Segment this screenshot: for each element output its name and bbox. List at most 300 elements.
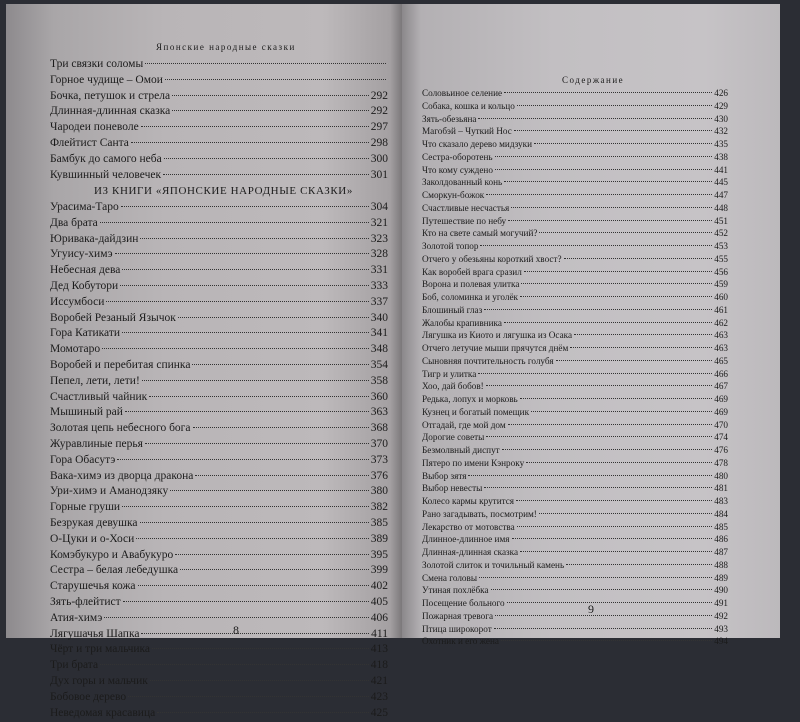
toc-entry xyxy=(50,675,388,691)
toc-entry-page: 380 xyxy=(371,485,388,497)
dot-leader xyxy=(115,253,369,254)
dot-leader xyxy=(125,411,369,412)
toc-entry-page: 430 xyxy=(714,114,728,124)
toc-entry-title: Блошиный глаз xyxy=(422,305,482,315)
toc-entry-title: Кто на свете самый могучий? xyxy=(422,228,537,238)
dot-leader xyxy=(193,427,369,428)
toc-entry xyxy=(422,624,728,637)
dot-leader xyxy=(501,640,712,641)
toc-entry-page: 480 xyxy=(714,471,728,481)
toc-list-top xyxy=(50,58,388,184)
dot-leader xyxy=(192,364,368,365)
toc-entry-title: Как воробей врага сразил xyxy=(422,267,522,277)
toc-entry-page: 399 xyxy=(371,564,388,576)
toc-entry-page: 426 xyxy=(714,88,728,98)
toc-entry-page: 411 xyxy=(371,628,388,640)
dot-leader xyxy=(504,181,712,182)
toc-entry xyxy=(50,691,388,707)
dot-leader xyxy=(516,500,712,501)
toc-entry-page: 402 xyxy=(371,580,388,592)
dot-leader xyxy=(142,380,369,381)
toc-entry-page: 368 xyxy=(371,422,388,434)
toc-entry-page: 421 xyxy=(371,675,388,687)
toc-entry-title: Момотаро xyxy=(50,343,100,355)
dot-leader xyxy=(172,95,369,96)
toc-entry-page: 460 xyxy=(714,292,728,302)
toc-entry xyxy=(50,596,388,612)
toc-entry xyxy=(422,458,728,471)
toc-entry-page: 413 xyxy=(371,643,388,655)
toc-entry xyxy=(422,267,728,280)
toc-entry-title: Угуису-химэ xyxy=(50,248,113,260)
toc-entry xyxy=(50,343,388,359)
toc-entry-page: 481 xyxy=(714,483,728,493)
toc-entry-page: 363 xyxy=(371,406,388,418)
toc-entry xyxy=(422,254,728,267)
toc-entry-title: Бобовое дерево xyxy=(50,691,126,703)
toc-entry-title: Пятеро по имени Кэнроку xyxy=(422,458,524,468)
toc-entry-title: Выбор невесты xyxy=(422,483,482,493)
dot-leader xyxy=(468,475,712,476)
toc-entry-title: Длинная-длинная сказка xyxy=(50,105,170,117)
toc-entry-title: Охотник и его жена xyxy=(422,636,499,646)
toc-entry-page: 463 xyxy=(714,330,728,340)
toc-entry xyxy=(422,522,728,535)
toc-entry-title: Колесо кармы крутится xyxy=(422,496,514,506)
toc-entry-title: Воробей Резаный Язычок xyxy=(50,312,176,324)
toc-entry-title: Атия-химэ xyxy=(50,612,102,624)
toc-entry-title: Смена головы xyxy=(422,573,477,583)
toc-entry xyxy=(422,356,728,369)
toc-entry xyxy=(50,264,388,280)
toc-entry xyxy=(422,165,728,178)
toc-entry-title: Бамбук до самого неба xyxy=(50,153,162,165)
toc-entry xyxy=(422,573,728,586)
toc-entry xyxy=(422,547,728,560)
toc-entry xyxy=(422,203,728,216)
dot-leader xyxy=(508,424,713,425)
dot-leader xyxy=(117,459,368,460)
toc-entry-page: 435 xyxy=(714,139,728,149)
toc-entry xyxy=(50,359,388,375)
dot-leader xyxy=(526,462,712,463)
dot-leader xyxy=(486,436,712,437)
dot-leader xyxy=(539,232,712,233)
dot-leader xyxy=(138,585,369,586)
toc-entry xyxy=(422,279,728,292)
toc-entry xyxy=(422,483,728,496)
toc-entry xyxy=(50,391,388,407)
toc-entry xyxy=(50,280,388,296)
toc-entry xyxy=(422,305,728,318)
dot-leader xyxy=(502,449,713,450)
toc-entry xyxy=(422,369,728,382)
toc-entry-title: Дед Кобутори xyxy=(50,280,118,292)
toc-list-main xyxy=(50,201,388,722)
dot-leader xyxy=(131,142,369,143)
dot-leader xyxy=(524,271,712,272)
toc-entry-title: Мышиный рай xyxy=(50,406,123,418)
dot-leader xyxy=(175,554,369,555)
toc-entry-page: 493 xyxy=(714,624,728,634)
toc-entry-page: 370 xyxy=(371,438,388,450)
toc-entry-title: Жалобы крапивника xyxy=(422,318,502,328)
page-number: 9 xyxy=(588,602,594,617)
dot-leader xyxy=(100,222,369,223)
toc-entry-page: 358 xyxy=(371,375,388,387)
dot-leader xyxy=(539,513,712,514)
toc-entry-title: Два брата xyxy=(50,217,98,229)
toc-entry-title: Сестра-оборотень xyxy=(422,152,493,162)
toc-entry-page: 429 xyxy=(714,101,728,111)
toc-entry xyxy=(50,438,388,454)
toc-entry-page: 476 xyxy=(714,445,728,455)
toc-entry xyxy=(50,564,388,580)
toc-entry xyxy=(50,659,388,675)
toc-entry-title: Журавлиные перья xyxy=(50,438,143,450)
toc-entry-page: 487 xyxy=(714,547,728,557)
dot-leader xyxy=(517,526,712,527)
toc-entry xyxy=(422,471,728,484)
dot-leader xyxy=(520,296,712,297)
toc-entry xyxy=(50,58,388,74)
toc-entry xyxy=(422,560,728,573)
toc-entry-page: 478 xyxy=(714,458,728,468)
dot-leader xyxy=(164,158,369,159)
toc-entry-title: Воробей и перебитая спинка xyxy=(50,359,190,371)
toc-entry-title: Урасима-Таро xyxy=(50,201,119,213)
dot-leader xyxy=(494,628,713,629)
toc-entry-title: Зять-флейтист xyxy=(50,596,121,608)
toc-entry xyxy=(50,643,388,659)
dot-leader xyxy=(152,648,369,649)
toc-entry-title: Боб, соломинка и уголёк xyxy=(422,292,518,302)
toc-entry-page: 447 xyxy=(714,190,728,200)
toc-entry-page: 489 xyxy=(714,573,728,583)
toc-entry-page: 385 xyxy=(371,517,388,529)
toc-entry xyxy=(50,517,388,533)
toc-entry-title: Собака, кошка и кольцо xyxy=(422,101,515,111)
dot-leader xyxy=(531,411,712,412)
toc-entry-page: 469 xyxy=(714,394,728,404)
toc-entry-page: 432 xyxy=(714,126,728,136)
toc-entry-title: Счастливые несчастья xyxy=(422,203,509,213)
toc-entry xyxy=(50,248,388,264)
dot-leader xyxy=(145,63,386,64)
toc-entry-title: Неведомая красавица xyxy=(50,707,155,719)
toc-entry-page: 405 xyxy=(371,596,388,608)
toc-entry-page: 490 xyxy=(714,585,728,595)
toc-entry-title: О-Цуки и о-Хоси xyxy=(50,533,134,545)
dot-leader xyxy=(556,360,713,361)
dot-leader xyxy=(574,334,712,335)
toc-entry xyxy=(422,432,728,445)
toc-entry-title: Чёрт и три мальчика xyxy=(50,643,150,655)
toc-entry-page: 484 xyxy=(714,509,728,519)
toc-entry-title: Флейтист Санта xyxy=(50,137,129,149)
toc-entry xyxy=(50,406,388,422)
toc-entry xyxy=(50,549,388,565)
dot-leader xyxy=(480,245,712,246)
toc-entry-page: 486 xyxy=(714,534,728,544)
dot-leader xyxy=(123,601,369,602)
dot-leader xyxy=(486,194,712,195)
toc-entry-page: 453 xyxy=(714,241,728,251)
toc-entry-page: 360 xyxy=(371,391,388,403)
toc-entry-title: Небесная дева xyxy=(50,264,120,276)
toc-entry-title: Гора Обасутэ xyxy=(50,454,115,466)
toc-entry-title: Выбор зятя xyxy=(422,471,466,481)
toc-entry-page: 423 xyxy=(371,691,388,703)
toc-entry-page: 382 xyxy=(371,501,388,513)
toc-entry-title: Что сказало дерево мидзуки xyxy=(422,139,532,149)
toc-entry-title: Вака-химэ из дворца дракона xyxy=(50,470,193,482)
toc-entry-page: 483 xyxy=(714,496,728,506)
toc-entry xyxy=(422,228,728,241)
dot-leader xyxy=(122,269,368,270)
toc-entry-page: 425 xyxy=(371,707,388,719)
dot-leader xyxy=(507,602,713,603)
dot-leader xyxy=(122,506,369,507)
toc-entry-title: Посещение больного xyxy=(422,598,505,608)
toc-entry xyxy=(50,121,388,137)
dot-leader xyxy=(172,110,368,111)
toc-entry xyxy=(50,169,388,185)
dot-leader xyxy=(520,551,712,552)
toc-entry-page: 451 xyxy=(714,216,728,226)
toc-entry-title: Юривака-дайдзин xyxy=(50,233,138,245)
toc-entry xyxy=(422,381,728,394)
toc-entry xyxy=(50,153,388,169)
toc-entry-title: Путешествие по небу xyxy=(422,216,506,226)
toc-entry-title: Редька, лопух и морковь xyxy=(422,394,518,404)
toc-entry-page: 300 xyxy=(371,153,388,165)
toc-entry-page: 448 xyxy=(714,203,728,213)
toc-entry-title: Зять-обезьяна xyxy=(422,114,476,124)
toc-entry xyxy=(50,296,388,312)
toc-list xyxy=(422,88,728,649)
toc-entry-title: Иссумбоси xyxy=(50,296,104,308)
toc-entry-title: Тигр и улитка xyxy=(422,369,476,379)
dot-leader xyxy=(141,633,369,634)
toc-entry-page: 418 xyxy=(371,659,388,671)
dot-leader xyxy=(517,105,712,106)
toc-entry-title: Лекарство от мотовства xyxy=(422,522,515,532)
toc-entry xyxy=(50,375,388,391)
toc-entry xyxy=(422,636,728,649)
toc-entry-title: Чародеи поневоле xyxy=(50,121,139,133)
dot-leader xyxy=(504,322,712,323)
dot-leader xyxy=(141,126,369,127)
dot-leader xyxy=(122,332,369,333)
toc-entry-title: Отчего летучие мыши прячутся днём xyxy=(422,343,568,353)
toc-entry-title: Лягушка из Киото и лягушка из Осака xyxy=(422,330,572,340)
toc-entry-page: 354 xyxy=(371,359,388,371)
toc-entry-page: 321 xyxy=(371,217,388,229)
dot-leader xyxy=(521,283,712,284)
toc-entry-page: 328 xyxy=(371,248,388,260)
toc-entry xyxy=(50,707,388,722)
toc-entry-page: 333 xyxy=(371,280,388,292)
toc-entry-page: 452 xyxy=(714,228,728,238)
toc-entry xyxy=(422,509,728,522)
toc-entry-title: Дорогие советы xyxy=(422,432,484,442)
toc-entry-page: 340 xyxy=(371,312,388,324)
toc-entry-page: 470 xyxy=(714,420,728,430)
toc-entry-page: 465 xyxy=(714,356,728,366)
dot-leader xyxy=(484,487,712,488)
dot-leader xyxy=(486,385,712,386)
book-spread xyxy=(6,4,796,638)
toc-entry-title: Бочка, петушок и стрела xyxy=(50,90,170,102)
dot-leader xyxy=(511,207,712,208)
toc-entry-title: Гора Катикати xyxy=(50,327,120,339)
toc-entry xyxy=(50,217,388,233)
toc-entry xyxy=(422,420,728,433)
toc-entry-page: 298 xyxy=(371,137,388,149)
toc-entry xyxy=(422,101,728,114)
dot-leader xyxy=(149,396,368,397)
dot-leader xyxy=(491,589,713,590)
right-page xyxy=(402,4,780,638)
toc-entry-page: 467 xyxy=(714,381,728,391)
toc-entry xyxy=(422,394,728,407)
toc-entry-title: Старушечья кожа xyxy=(50,580,136,592)
toc-entry-title: Хоо, дай бобов! xyxy=(422,381,484,391)
toc-entry xyxy=(422,139,728,152)
dot-leader xyxy=(520,398,713,399)
toc-entry xyxy=(50,312,388,328)
dot-leader xyxy=(478,373,712,374)
dot-leader xyxy=(570,347,712,348)
dot-leader xyxy=(140,522,369,523)
toc-entry-title: Золотой слиток и точильный камень xyxy=(422,560,564,570)
toc-entry-page: 455 xyxy=(714,254,728,264)
dot-leader xyxy=(514,130,712,131)
toc-entry xyxy=(422,177,728,190)
toc-entry xyxy=(422,343,728,356)
dot-leader xyxy=(165,79,386,80)
dot-leader xyxy=(163,174,369,175)
toc-entry-page: 301 xyxy=(371,169,388,181)
toc-entry xyxy=(422,534,728,547)
dot-leader xyxy=(479,577,712,578)
toc-entry-page: 292 xyxy=(371,105,388,117)
dot-leader xyxy=(484,309,712,310)
toc-entry xyxy=(422,152,728,165)
toc-entry-page: 341 xyxy=(371,327,388,339)
toc-entry-title: Дух горы и мальчик xyxy=(50,675,148,687)
toc-entry-page: 331 xyxy=(371,264,388,276)
toc-entry xyxy=(50,74,388,90)
toc-entry-title: Что кому суждено xyxy=(422,165,493,175)
section-title: ИЗ КНИГИ «ЯПОНСКИЕ НАРОДНЫЕ СКАЗКИ» xyxy=(94,185,353,197)
page-number: 8 xyxy=(233,623,239,638)
dot-leader xyxy=(495,156,713,157)
dot-leader xyxy=(512,538,713,539)
toc-entry xyxy=(422,216,728,229)
dot-leader xyxy=(504,92,712,93)
toc-entry-page: 469 xyxy=(714,407,728,417)
running-head: Содержание xyxy=(562,75,624,85)
toc-entry xyxy=(422,292,728,305)
dot-leader xyxy=(100,664,369,665)
toc-entry xyxy=(422,585,728,598)
toc-entry-title: Отгадай, где мой дом xyxy=(422,420,506,430)
toc-entry-page: 292 xyxy=(371,90,388,102)
toc-entry xyxy=(50,628,388,644)
toc-entry xyxy=(422,126,728,139)
toc-entry xyxy=(422,445,728,458)
running-head: Японские народные сказки xyxy=(156,42,296,52)
toc-entry-title: Счастливый чайник xyxy=(50,391,147,403)
toc-entry-title: Ури-химэ и Аманодзяку xyxy=(50,485,168,497)
toc-entry-title: Горные груши xyxy=(50,501,120,513)
toc-entry-page: 323 xyxy=(371,233,388,245)
toc-entry-page: 395 xyxy=(371,549,388,561)
dot-leader xyxy=(136,538,368,539)
toc-entry xyxy=(50,501,388,517)
left-page xyxy=(6,4,402,638)
toc-entry xyxy=(50,612,388,628)
dot-leader xyxy=(478,118,712,119)
toc-entry xyxy=(50,454,388,470)
toc-entry xyxy=(422,611,728,624)
dot-leader xyxy=(170,490,369,491)
toc-entry-page: 463 xyxy=(714,343,728,353)
dot-leader xyxy=(178,317,369,318)
toc-entry-title: Длинная-длинная сказка xyxy=(422,547,518,557)
toc-entry-page: 348 xyxy=(371,343,388,355)
toc-entry xyxy=(422,241,728,254)
toc-entry-page: 441 xyxy=(714,165,728,175)
toc-entry-title: Магобэй – Чуткий Нос xyxy=(422,126,512,136)
dot-leader xyxy=(128,696,369,697)
toc-entry-title: Птица широкорот xyxy=(422,624,492,634)
dot-leader xyxy=(140,238,368,239)
toc-entry xyxy=(50,327,388,343)
toc-entry-title: Сестра – белая лебедушка xyxy=(50,564,178,576)
toc-entry-page: 304 xyxy=(371,201,388,213)
toc-entry-page: 492 xyxy=(714,611,728,621)
toc-entry-title: Длинное-длинное имя xyxy=(422,534,510,544)
dot-leader xyxy=(157,712,369,713)
toc-entry xyxy=(50,422,388,438)
toc-entry xyxy=(50,580,388,596)
toc-entry-page: 494 xyxy=(714,636,728,646)
toc-entry xyxy=(50,485,388,501)
toc-entry-page: 438 xyxy=(714,152,728,162)
toc-entry-page: 456 xyxy=(714,267,728,277)
toc-entry-title: Безрукая девушка xyxy=(50,517,138,529)
toc-entry-title: Горное чудище – Омои xyxy=(50,74,163,86)
toc-entry xyxy=(50,105,388,121)
dot-leader xyxy=(120,285,369,286)
toc-entry-page: 376 xyxy=(371,470,388,482)
toc-entry xyxy=(422,496,728,509)
toc-entry xyxy=(422,330,728,343)
dot-leader xyxy=(508,220,712,221)
toc-entry xyxy=(50,90,388,106)
toc-entry-title: Золотой топор xyxy=(422,241,478,251)
toc-entry-page: 474 xyxy=(714,432,728,442)
toc-entry-title: Золотая цепь небесного бога xyxy=(50,422,191,434)
dot-leader xyxy=(180,569,369,570)
toc-entry-title: Кузнец и богатый помещик xyxy=(422,407,529,417)
dot-leader xyxy=(564,258,713,259)
toc-entry-title: Три связки соломы xyxy=(50,58,143,70)
dot-leader xyxy=(102,348,369,349)
